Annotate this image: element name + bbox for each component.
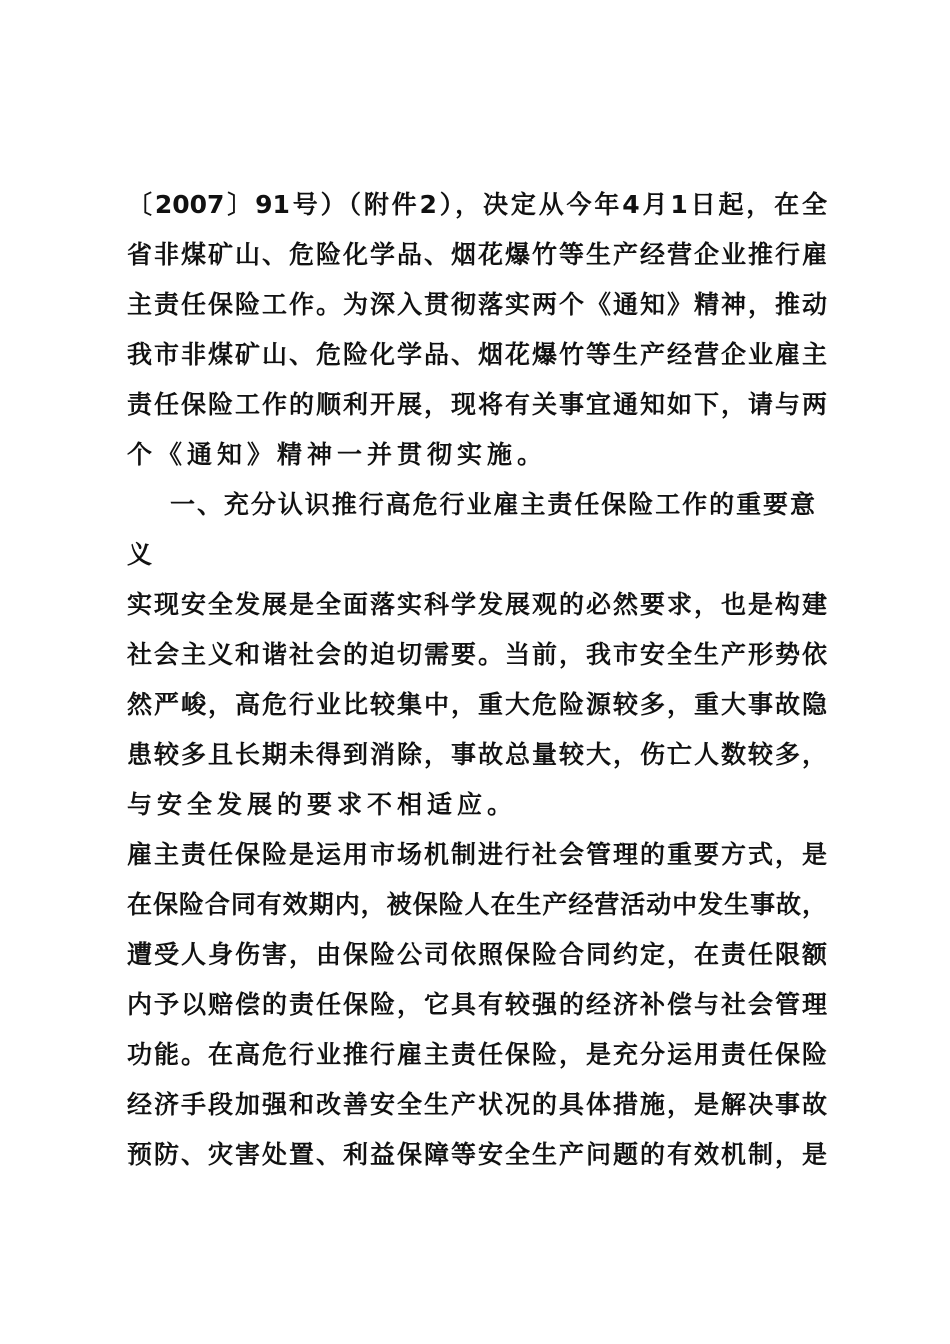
text-line-13: 与安全发展的要求不相适应。 [127,790,518,819]
text-line-14: 雇主责任保险是运用市场机制进行社会管理的重要方式，是 [127,840,827,869]
text-line-12: 患较多且长期未得到消除，事故总量较大，伤亡人数较多， [127,740,827,769]
text-line-6: 个《通知》精神一并贯彻实施。 [127,440,548,469]
text-line-3: 主责任保险工作。为深入贯彻落实两个《通知》精神，推动 [127,290,827,319]
text-line-18: 功能。在高危行业推行雇主责任保险，是充分运用责任保险 [127,1040,827,1069]
section-heading-continuation: 义 [127,540,158,569]
section-heading: 一、充分认识推行高危行业雇主责任保险工作的重要意 [170,490,815,519]
text-line-17: 内予以赔偿的责任保险，它具有较强的经济补偿与社会管理 [127,990,827,1019]
text-line-9: 实现安全发展是全面落实科学发展观的必然要求，也是构建 [127,590,827,619]
text-line-11: 然严峻，高危行业比较集中，重大危险源较多，重大事故隐 [127,690,827,719]
text-line-2: 省非煤矿山、危险化学品、烟花爆竹等生产经营企业推行雇 [127,240,827,269]
text-line-19: 经济手段加强和改善安全生产状况的具体措施，是解决事故 [127,1090,827,1119]
text-line-10: 社会主义和谐社会的迫切需要。当前，我市安全生产形势依 [127,640,827,669]
text-line-15: 在保险合同有效期内，被保险人在生产经营活动中发生事故， [127,890,827,919]
text-line-16: 遭受人身伤害，由保险公司依照保险合同约定，在责任限额 [127,940,827,969]
text-line-1: 〔2007〕91号）（附件2），决定从今年4月1日起，在全 [127,190,827,219]
text-line-4: 我市非煤矿山、危险化学品、烟花爆竹等生产经营企业雇主 [127,340,827,369]
text-line-20: 预防、灾害处置、利益保障等安全生产问题的有效机制，是 [127,1140,827,1169]
text-line-5: 责任保险工作的顺利开展，现将有关事宜通知如下，请与两 [127,390,827,419]
